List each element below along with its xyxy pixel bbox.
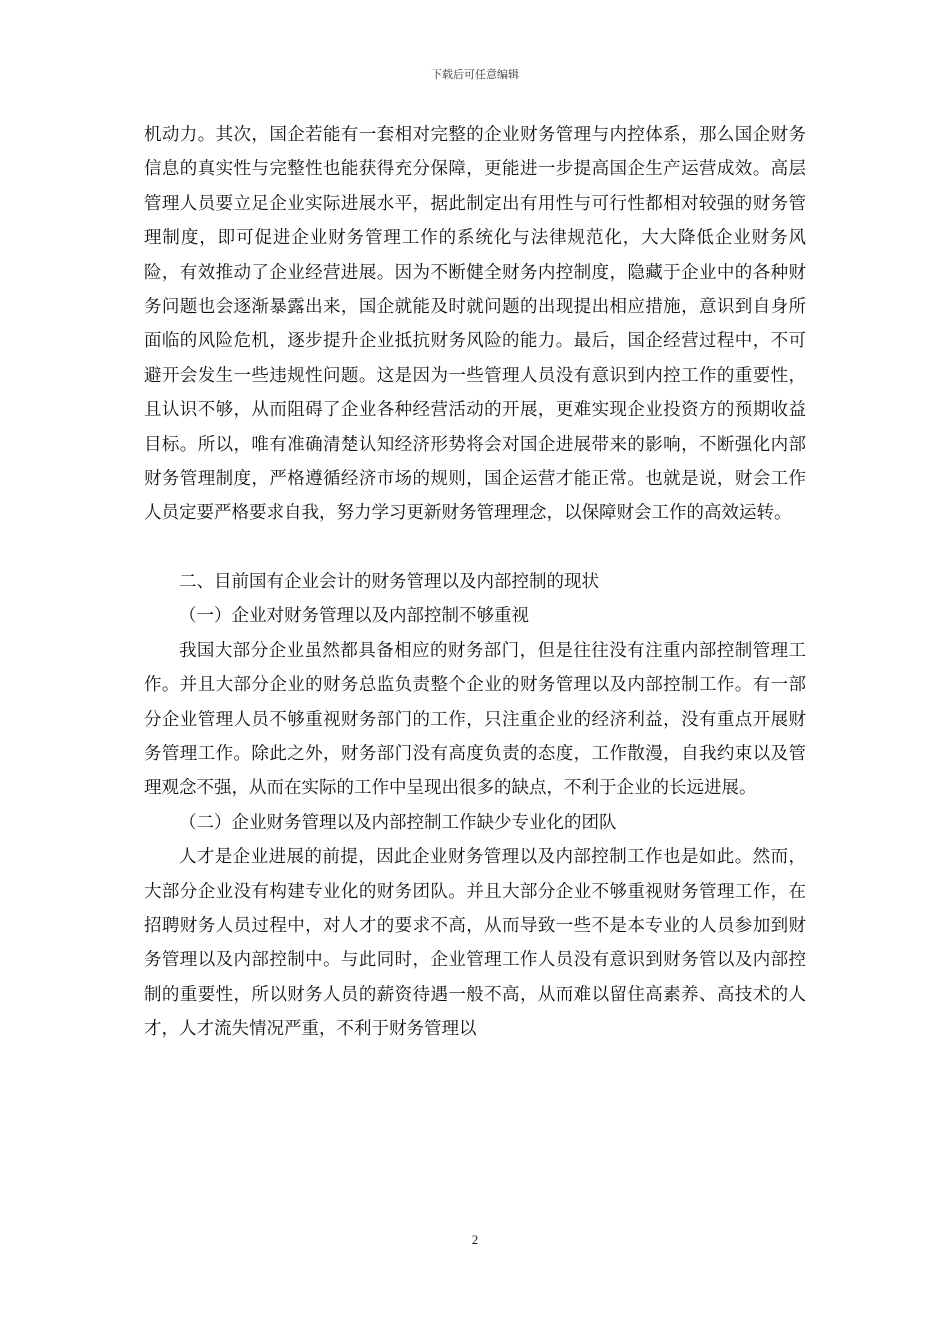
- subsection-2-paragraph: 人才是企业进展的前提，因此企业财务管理以及内部控制工作也是如此。然而，大部分企业没有构建专业化的财务团队。并且大部分企业不够重视财务管理工作，在招聘财务人员过程中，对人才的要求不高，从而导致一些不是本专业的人员参加到财务管理以及内部控制中。与此同时，企业管理工作人员没有意识到财务管以及内部控制的重要性，所以财务人员的薪资待遇一般不高，从而难以留住高素养、高技术的人才，人才流失情况严重，不利于财务管理以: [144, 847, 806, 1040]
- document-body: [144, 118, 806, 1047]
- page-number: 2: [471, 1232, 479, 1247]
- subsection-1-paragraph: 我国大部分企业虽然都具备相应的财务部门，但是往往没有注重内部控制管理工作。并且大部分企业的财务总监负责整个企业的财务管理以及内部控制工作。有一部分企业管理人员不够重视财务部门的工作，只注重企业的经济利益，没有重点开展财务管理工作。除此之外，财务部门没有高度负责的态度，工作散漫，自我约束以及管理观念不强，从而在实际的工作中呈现出很多的缺点，不利于企业的长远进展。: [144, 640, 806, 799]
- section-heading: 二、目前国有企业会计的财务管理以及内部控制的现状: [179, 571, 599, 592]
- subsection-1-heading: （一）企业对财务管理以及内部控制不够重视: [179, 606, 529, 627]
- subsection-2-heading: （二）企业财务管理以及内部控制工作缺少专业化的团队: [179, 812, 617, 833]
- page-header-note: 下载后可任意编辑: [431, 68, 519, 81]
- section-spacer: [144, 531, 806, 565]
- continuation-paragraph: 机动力。其次，国企若能有一套相对完整的企业财务管理与内控体系，那么国企财务信息的真实性与完整性也能获得充分保障，更能进一步提高国企生产运营成效。高层管理人员要立足企业实际进展水平，据此制定出有用性与可行性都相对较强的财务管理制度，即可促进企业财务管理工作的系统化与法律规范化，大大降低企业财务风险，有效推动了企业经营进展。因为不断健全财务内控制度，隐藏于企业中的各种财务问题也会逐渐暴露出来，国企就能及时就问题的出现提出相应措施，意识到自身所面临的风险危机，逐步提升企业抵抗财务风险的能力。最后，国企经营过程中，不可避开会发生一些违规性问题。这是因为一些管理人员没有意识到内控工作的重要性，且认识不够，从而阻碍了企业各种经营活动的开展，更难实现企业投资方的预期收益目标。所以，唯有准确清楚认知经济形势将会对国企进展带来的影响，不断强化内部财务管理制度，严格遵循经济市场的规则，国企运营才能正常。也就是说，财会工作人员定要严格要求自我，努力学习更新财务管理理念，以保障财会工作的高效运转。: [144, 125, 806, 524]
